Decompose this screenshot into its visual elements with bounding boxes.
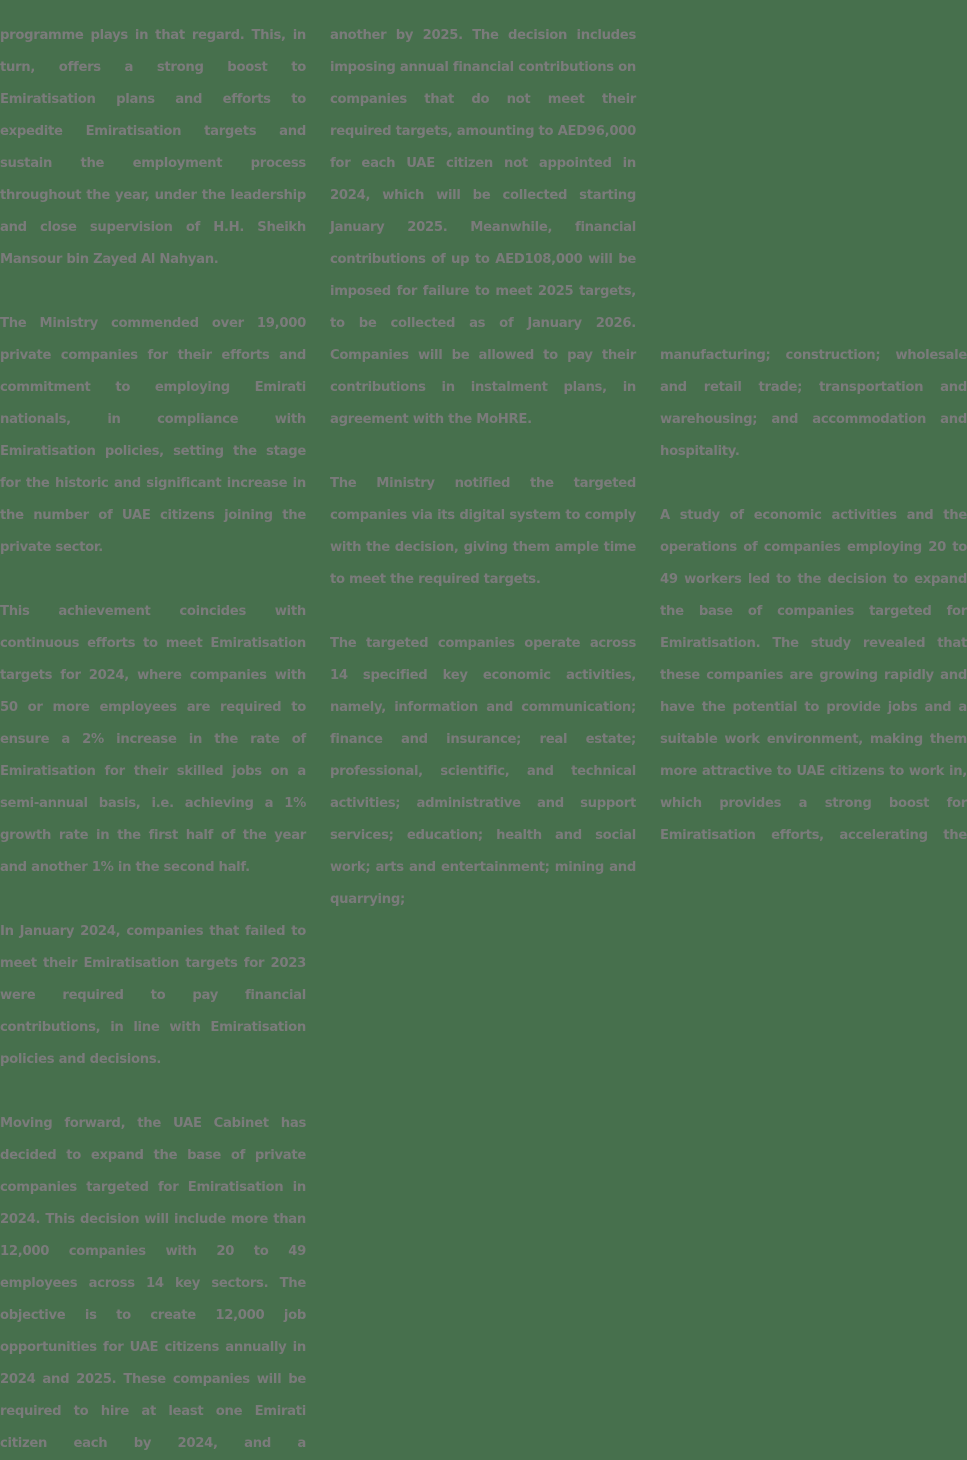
paragraph: The targeted companies operate across 14 specified key economic activities, namely, information and communication; finance and insurance; real estate; professional, scientific, and technical activities; administrative and support services; education; health and social work; arts and entertainment; mining and quarrying; xyxy=(330,636,636,907)
paragraph: The Ministry commended over 19,000 private companies for their efforts and commitment to employing Emirati nationals, in compliance with Emiratisation policies, setting the stage for the historic and significant increase in the number of UAE citizens joining the private sector. xyxy=(0,316,306,555)
paragraph: another by 2025. The decision includes imposing annual financial contributions on companies that do not meet their required targets, amounting to AED96,000 for each UAE citizen not appointed in 2024, which will be collected starting January 2025. Meanwhile, financial contributions of up to AED108,000 will be imposed for failure to meet 2025 targets, to be collected as of January 2026. Companies will be allowed to pay their contributions in instalment plans, in agreement with the MoHRE. xyxy=(330,28,636,427)
paragraph: This achievement coincides with continuous efforts to meet Emiratisation targets for 2024, where companies with 50 or more employees are required to ensure a 2% increase in the rate of Emiratisation for their skilled jobs on a semi-annual basis, i.e. achieving a 1% growth rate in the first half of the year and another 1% in the second half. xyxy=(0,604,306,875)
text-column-1 xyxy=(0,20,306,1460)
paragraph: programme plays in that regard. This, in turn, offers a strong boost to Emiratisation plans and efforts to expedite Emiratisation targets and sustain the employment process throughout the year, under the leadership and close supervision of H.H. Sheikh Mansour bin Zayed Al Nahyan. xyxy=(0,28,306,267)
paragraph: Moving forward, the UAE Cabinet has decided to expand the base of private companies targeted for Emiratisation in 2024. This decision will include more than 12,000 companies with 20 to 49 employees across 14 key sectors. The objective is to create 12,000 job opportunities for UAE citizens annually in 2024 and 2025. These companies will be required to hire at least one Emirati citizen each by 2024, and a xyxy=(0,1116,306,1451)
text-column-2 xyxy=(330,20,636,916)
paragraph: manufacturing; construction; wholesale and retail trade; transportation and warehousing; and accommodation and hospitality. xyxy=(660,348,967,459)
paragraph: The Ministry notified the targeted companies via its digital system to comply with the decision, giving them ample time to meet the required targets. xyxy=(330,476,636,587)
text-column-3 xyxy=(660,340,967,852)
paragraph: A study of economic activities and the operations of companies employing 20 to 49 workers led to the decision to expand the base of companies targeted for Emiratisation. The study revealed that these companies are growing rapidly and have the potential to provide jobs and a suitable work environment, making them more attractive to UAE citizens to work in, which provides a strong boost for Emiratisation efforts, accelerating the xyxy=(660,508,967,843)
paragraph: In January 2024, companies that failed to meet their Emiratisation targets for 2023 were required to pay financial contributions, in line with Emiratisation policies and decisions. xyxy=(0,924,306,1067)
